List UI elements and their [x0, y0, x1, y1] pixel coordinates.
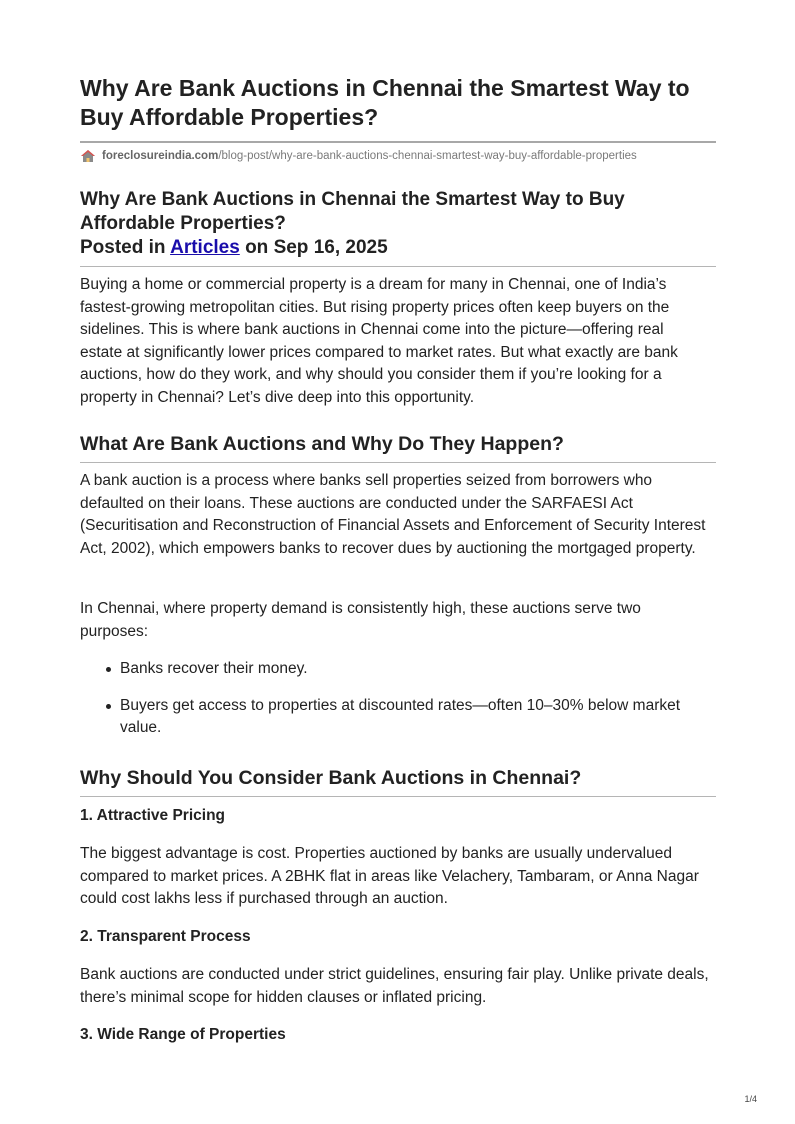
list-item: Banks recover their money. — [120, 658, 710, 681]
section-divider — [80, 796, 716, 797]
category-link[interactable]: Articles — [170, 237, 240, 258]
page-number: 1/4 — [744, 1094, 757, 1104]
source-domain: foreclosureindia.com — [102, 150, 219, 162]
source-path: /blog-post/why-are-bank-auctions-chennai-smartest-way-buy-affordable-properties — [218, 150, 637, 162]
post-title-divider — [80, 266, 716, 267]
title-divider — [80, 141, 716, 143]
subheading-wide-range: 3. Wide Range of Properties — [80, 1026, 286, 1043]
posted-in-prefix: Posted in — [80, 237, 171, 258]
home-icon — [80, 149, 96, 163]
section-divider — [80, 462, 716, 463]
section1-paragraph-2: In Chennai, where property demand is consistently high, these auctions serve two purposes: — [80, 600, 641, 640]
attractive-pricing-paragraph: The biggest advantage is cost. Properties auctioned by banks are usually undervalued compared to market prices. A 2BHK flat in areas like Velachery, Tambaram, or Anna Nagar could cost lakhs less if purchased through an auction. — [80, 845, 699, 907]
purposes-list — [80, 658, 710, 754]
post-title: Why Are Bank Auctions in Chennai the Smartest Way to Buy Affordable Properties? — [80, 189, 625, 234]
subheading-attractive-pricing: 1. Attractive Pricing — [80, 807, 226, 824]
section-heading-why-consider: Why Should You Consider Bank Auctions in Chennai? — [80, 767, 582, 789]
document-title: Why Are Bank Auctions in Chennai the Smartest Way to Buy Affordable Properties? — [80, 75, 690, 130]
section-heading-what-are: What Are Bank Auctions and Why Do They Happen? — [80, 433, 564, 455]
list-item: Buyers get access to properties at discounted rates—often 10–30% below market value. — [120, 695, 710, 740]
intro-paragraph: Buying a home or commercial property is a dream for many in Chennai, one of India’s fastest-growing metropolitan cities. But rising property prices often keep buyers on the sidelines. This is where bank auctions in Chennai come into the picture—offering real estate at significantly lower prices compared to market rates. But what exactly are bank auctions, how do they work, and why should you consider them if you’re looking for a property in Chennai? Let’s dive deep into this opportunity. — [80, 276, 678, 406]
source-url[interactable] — [80, 148, 637, 164]
transparent-process-paragraph: Bank auctions are conducted under strict guidelines, ensuring fair play. Unlike private deals, there’s minimal scope for hidden clauses or inflated pricing. — [80, 966, 709, 1006]
post-heading — [80, 188, 716, 260]
subheading-transparent-process: 2. Transparent Process — [80, 928, 251, 945]
section1-paragraph-1: A bank auction is a process where banks sell properties seized from borrowers who defaulted on their loans. These auctions are conducted under the SARFAESI Act (Securitisation and Reconstruction of Financial Assets and Enforcement of Security Interest Act, 2002), which empowers banks to recover dues by auctioning the mortgaged property. — [80, 472, 706, 557]
post-date: on Sep 16, 2025 — [239, 237, 388, 258]
